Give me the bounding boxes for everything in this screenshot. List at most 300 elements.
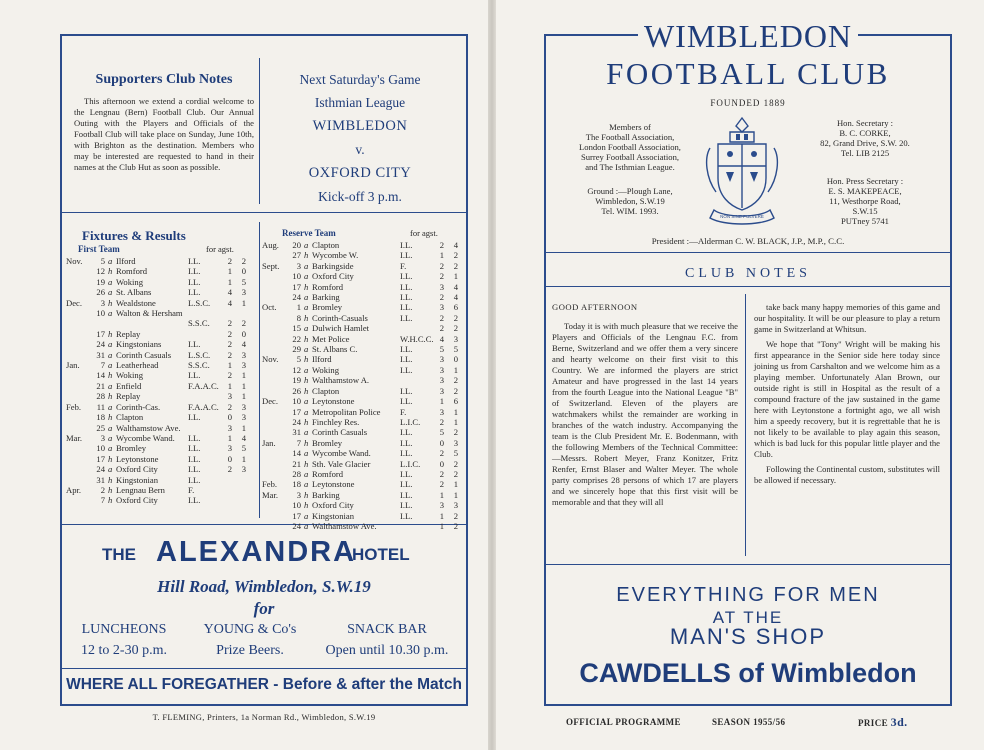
fixture-venue: a [304, 448, 309, 459]
fixture-opponent: Kingstonian [312, 510, 355, 521]
fixture-day: 10 [292, 396, 301, 407]
fixture-goals-against: 2 [453, 312, 458, 323]
fixture-row [262, 417, 458, 427]
fixture-goals-against: 1 [241, 380, 246, 391]
notes-paragraph: Following the Continental custom, substitutes will be allowed if necessary. [754, 464, 940, 485]
fixture-goals-against [232, 485, 246, 495]
fixture-venue: a [304, 344, 309, 355]
fixture-venue: h [108, 484, 113, 495]
fixture-month [66, 475, 90, 485]
fixture-goals-against: 1 [453, 489, 458, 500]
fixture-venue: a [108, 464, 113, 475]
fixture-venue: h [304, 354, 309, 365]
fixture-row [66, 277, 246, 287]
fixture-goals-against: 1 [241, 370, 246, 381]
fixture-opponent: Wycombe W. [312, 250, 359, 261]
fixture-row [66, 381, 246, 391]
fixture-day: 21 [96, 380, 105, 391]
fixture-opponent: Leytonstone [116, 453, 159, 464]
fixture-day: 14 [96, 370, 105, 381]
hon-secretary-line: B. C. CORKE, [839, 128, 891, 138]
fixture-competition: I.L. [400, 271, 413, 282]
fixture-venue: h [108, 453, 113, 464]
shop-ad-line4: CAWDELLS of Wimbledon [579, 658, 917, 688]
fixture-row [66, 298, 246, 308]
fixture-month [262, 386, 286, 396]
fixture-row [66, 370, 246, 380]
hotel-ad-beers [186, 622, 314, 664]
fixture-day [90, 318, 108, 328]
fixture-venue: a [304, 468, 309, 479]
fixture-row [262, 240, 458, 250]
divider [60, 668, 468, 669]
shop-ad-line2: AT THE [712, 608, 784, 627]
fixture-goals-for: 1 [439, 250, 444, 261]
fixture-goals-against: 1 [453, 271, 458, 282]
fixture-row [66, 495, 246, 505]
fixture-row [262, 448, 458, 458]
fixture-opponent: Leytonstone [312, 479, 355, 490]
luncheons-time: 12 to 2-30 p.m. [81, 643, 167, 658]
hotel-ad-name: ALEXANDRA [156, 536, 357, 568]
fixture-goals-for: 2 [439, 416, 444, 427]
fixture-competition: I.L. [400, 312, 413, 323]
supporters-club-title: Supporters Club Notes [95, 72, 233, 87]
fixture-day: 2 [100, 484, 105, 495]
fixture-opponent: Kingstonian [116, 474, 159, 485]
fixture-competition: I.L. [400, 510, 413, 521]
hotel-ad-the: THE [102, 545, 136, 564]
fixture-goals-for: 2 [439, 271, 444, 282]
fixture-goals-against: 2 [453, 385, 458, 396]
hon-press-secretary-line: 11, Westhorpe Road, [829, 196, 901, 206]
fixture-competition: F. [400, 260, 407, 271]
fixture-goals-against: 2 [453, 458, 458, 469]
fixture-competition [188, 391, 218, 401]
fixture-row [262, 521, 458, 531]
fixture-row [262, 261, 458, 271]
fixture-row [262, 271, 458, 281]
fixture-month [262, 282, 286, 292]
fixture-month: Dec. [66, 297, 82, 308]
fixture-competition: I.L. [188, 495, 201, 506]
fixture-row [66, 350, 246, 360]
fixture-day: 24 [96, 339, 105, 350]
fixture-opponent: Oxford City [116, 464, 158, 475]
ground-line: Tel. WIM. 1993. [601, 206, 659, 216]
fixture-day: 28 [292, 468, 301, 479]
fixture-opponent: Woking [312, 364, 339, 375]
fixture-row [262, 407, 458, 417]
first-team-for-agst: for agst. [206, 244, 234, 254]
fixture-day: 10 [96, 308, 105, 319]
divider [544, 252, 952, 253]
fixture-row [66, 391, 246, 401]
fixture-row [66, 360, 246, 370]
fixture-goals-against: 2 [453, 375, 458, 386]
fixture-goals-for: 2 [439, 323, 444, 334]
fixture-competition: F.A.A.C. [188, 401, 219, 412]
fixture-day: 19 [292, 375, 301, 386]
fixture-competition [400, 323, 430, 333]
fixture-goals-for: 2 [439, 240, 444, 250]
fixture-month [262, 511, 286, 521]
fixture-competition: I.L. [188, 443, 201, 454]
fixture-month [66, 339, 90, 349]
fixture-goals-for: 3 [439, 385, 444, 396]
fixture-month [262, 323, 286, 333]
hotel-ad-luncheons [60, 622, 188, 664]
fixture-competition: I.L. [188, 276, 201, 287]
fixture-day: 31 [292, 427, 301, 438]
fixture-goals-for [218, 485, 232, 495]
fixture-competition [400, 521, 430, 531]
fixture-goals-against [232, 475, 246, 485]
next-game-vs: v. [355, 142, 365, 157]
members-of [560, 122, 700, 172]
fixture-goals-for: 1 [439, 396, 444, 407]
fixture-goals-against: 3 [453, 500, 458, 511]
fixture-month [66, 350, 90, 360]
next-game-kickoff: Kick-off 3 p.m. [318, 189, 402, 204]
fixture-goals-against: 1 [241, 391, 246, 402]
fixture-day: 15 [292, 323, 301, 334]
fixture-month: Feb. [66, 401, 82, 412]
fixture-day: 26 [96, 287, 105, 298]
fixture-day: 19 [96, 276, 105, 287]
fixture-competition: L.S.C. [188, 349, 211, 360]
fixture-day: 7 [296, 437, 301, 448]
fixture-venue: a [108, 287, 113, 298]
members-line: Members of [609, 122, 651, 132]
fixture-month [262, 448, 286, 458]
fixture-opponent: Romford [312, 468, 344, 479]
snack-bar-time: Open until 10.30 p.m. [325, 643, 449, 658]
hotel-ad-snack-bar [308, 622, 466, 664]
fixture-goals-for: 3 [439, 406, 444, 417]
fixture-goals-against: 1 [453, 364, 458, 375]
fixture-month [262, 375, 286, 385]
fixture-month [262, 334, 286, 344]
fixture-competition: F. [188, 484, 195, 495]
first-team-table [66, 256, 246, 506]
fixture-opponent: Replay [116, 328, 141, 339]
footer-season: SEASON 1955/56 [712, 717, 786, 727]
fixture-venue: a [108, 401, 113, 412]
fixture-row [66, 485, 246, 495]
fixture-opponent: Leatherhead [116, 360, 159, 371]
fixture-goals-against: 1 [241, 422, 246, 433]
fixture-goals-against: 5 [241, 276, 246, 287]
fixture-venue: a [108, 308, 113, 319]
fixture-venue: h [304, 333, 309, 344]
fixture-opponent: Sth. Vale Glacier [312, 458, 371, 469]
fixture-opponent: Walton & Hersham [116, 308, 183, 319]
fixture-venue: a [304, 302, 309, 313]
fixture-goals-against: 4 [453, 240, 458, 250]
fixture-goals-for: 0 [227, 412, 232, 423]
fixture-goals-for: 3 [227, 391, 232, 402]
fixture-goals-for: 2 [227, 370, 232, 381]
fixture-venue: a [108, 432, 113, 443]
club-notes-left-column [552, 302, 738, 512]
fixture-goals-against: 3 [241, 360, 246, 371]
fixture-month [262, 469, 286, 479]
fixture-day: 8 [296, 312, 301, 323]
fixture-month [262, 521, 286, 531]
fixture-goals-for: 3 [439, 354, 444, 365]
fixture-row [66, 433, 246, 443]
fixture-venue: a [108, 443, 113, 454]
fixture-venue: h [108, 297, 113, 308]
fixture-goals-against: 4 [453, 281, 458, 292]
hon-press-secretary-line: S.W.15 [852, 206, 878, 216]
fixture-goals-for: 3 [439, 281, 444, 292]
fixture-venue: a [304, 240, 309, 250]
fixture-competition: I.L. [400, 281, 413, 292]
fixture-opponent: Walthamstow A. [312, 375, 370, 386]
fixture-row [262, 323, 458, 333]
fixture-venue: h [108, 474, 113, 485]
fixture-row [262, 386, 458, 396]
fixture-competition [400, 375, 430, 385]
fixture-venue: a [108, 276, 113, 287]
fixture-competition: I.L. [188, 432, 201, 443]
fixture-month [66, 454, 90, 464]
fixture-venue: a [304, 479, 309, 490]
fixture-venue [108, 318, 116, 328]
fixture-row [262, 365, 458, 375]
divider [60, 212, 468, 213]
fixture-opponent: Barking [312, 292, 340, 303]
fixture-opponent: Enfield [116, 380, 142, 391]
luncheons-label: LUNCHEONS [81, 622, 167, 637]
footer-price-label: PRICE [858, 718, 889, 728]
fixture-opponent: Clapton [116, 412, 144, 423]
fixture-row [66, 339, 246, 349]
fixture-row [262, 313, 458, 323]
fixture-day: 28 [96, 391, 105, 402]
fixture-goals-for: 1 [227, 360, 232, 371]
fixture-day: 3 [100, 432, 105, 443]
fixture-competition: I.L. [188, 474, 201, 485]
fixture-row [262, 344, 458, 354]
fixture-goals-against: 2 [453, 520, 458, 531]
divider [745, 294, 746, 556]
fixture-competition: I.L. [400, 240, 413, 250]
notes-paragraph: take back many happy memories of this game and our hospitality. It will be our pleasure to play a return game in Switzerland at Whitsun. [754, 302, 940, 334]
club-crest-icon [700, 114, 784, 226]
centre-fold [488, 0, 496, 750]
fixture-goals-against: 2 [453, 323, 458, 334]
fixture-goals-against: 4 [241, 432, 246, 443]
fixture-goals-against: 0 [241, 328, 246, 339]
fixture-day: 3 [296, 260, 301, 271]
fixture-row [66, 329, 246, 339]
fixture-venue: a [108, 339, 113, 350]
fixture-row [262, 500, 458, 510]
fixture-month [66, 381, 90, 391]
next-game-block [264, 72, 456, 212]
fixture-competition: I.L. [400, 250, 413, 261]
fixture-month [66, 277, 90, 287]
fixture-row [66, 266, 246, 276]
fixture-venue: h [108, 328, 113, 339]
fixture-day: 10 [292, 500, 301, 511]
fixture-opponent: Ilford [312, 354, 332, 365]
fixture-venue: a [108, 360, 113, 371]
fixture-day: 18 [96, 412, 105, 423]
fixture-competition: I.L. [400, 427, 413, 438]
fixture-goals-for: 0 [227, 453, 232, 464]
fixture-opponent: St. Albans C. [312, 344, 358, 355]
fixture-month [66, 287, 90, 297]
fixture-month [66, 495, 90, 505]
fixture-competition: S.S.C. [188, 360, 210, 371]
fixture-goals-for: 2 [227, 401, 232, 412]
fixture-day: 14 [292, 448, 301, 459]
fixture-goals-against: 6 [453, 396, 458, 407]
fixture-day: 11 [96, 401, 105, 412]
fixture-venue: a [304, 260, 309, 271]
fixture-row [66, 402, 246, 412]
fixture-row [66, 318, 246, 328]
fixture-competition: I.L. [188, 266, 201, 277]
president: President :—Alderman C. W. BLACK, J.P., M.P., C.C. [651, 236, 845, 246]
fixture-row [66, 475, 246, 485]
fixture-goals-for: 3 [227, 422, 232, 433]
fixture-competition: I.L. [188, 339, 201, 350]
fixture-day: 3 [296, 489, 301, 500]
fixture-day: 10 [292, 271, 301, 282]
fixture-month [66, 329, 90, 339]
shop-ad-line1: EVERYTHING FOR MEN [616, 584, 880, 606]
fixture-competition: I.L. [400, 479, 413, 490]
fixture-day: 12 [96, 266, 105, 277]
fixture-goals-for: 2 [439, 468, 444, 479]
fixture-competition: I.L. [400, 354, 413, 365]
fixture-goals-for: 3 [439, 375, 444, 386]
fixture-day: 17 [292, 510, 301, 521]
fixture-opponent: Corinth Casuals [116, 349, 172, 360]
fixture-row [262, 469, 458, 479]
fixture-opponent: Oxford City [312, 271, 354, 282]
fixture-competition: W.H.C.C. [400, 333, 434, 344]
fixture-opponent: Bromley [116, 443, 147, 454]
snack-bar-label: SNACK BAR [347, 622, 427, 637]
club-name-wimbledon: WIMBLEDON [638, 18, 858, 54]
fixture-goals-against: 2 [453, 468, 458, 479]
club-notes-title: CLUB NOTES [685, 266, 811, 281]
fixture-opponent: Romford [116, 266, 148, 277]
fixture-goals-against: 4 [453, 292, 458, 303]
fixture-row [262, 438, 458, 448]
fixture-day: 31 [96, 474, 105, 485]
fixture-month [262, 344, 286, 354]
fixture-opponent: Romford [312, 281, 344, 292]
divider [259, 222, 260, 518]
fixture-goals-for: 1 [439, 510, 444, 521]
fixture-goals-for: 4 [439, 333, 444, 344]
founded: FOUNDED 1889 [710, 98, 786, 108]
fixture-day: 29 [292, 344, 301, 355]
fixture-day: 12 [292, 364, 301, 375]
fixture-opponent: Clapton [312, 385, 340, 396]
footer-price-value: 3d. [890, 715, 908, 729]
fixture-goals-against: 3 [241, 349, 246, 360]
fixture-row [262, 479, 458, 489]
fixture-day: 21 [292, 458, 301, 469]
fixture-opponent: Clapton [312, 240, 340, 250]
ground-line: Wimbledon, S.W.19 [595, 196, 665, 206]
fixture-goals-against: 3 [453, 437, 458, 448]
fixture-month: Jan. [262, 437, 276, 448]
fixture-competition: I.L. [188, 287, 201, 298]
fixture-day: 24 [292, 520, 301, 531]
fixture-goals-for: 2 [439, 479, 444, 490]
fixture-opponent: Barkingside [312, 260, 354, 271]
fixture-opponent: Finchley Res. [312, 416, 360, 427]
crest-motto: NON SINE PULVERE [720, 214, 764, 219]
fixture-goals-against: 2 [241, 256, 246, 266]
shop-ad-line3: MAN'S SHOP [669, 624, 827, 649]
fixture-goals-for: 2 [439, 448, 444, 459]
fixture-venue: h [304, 500, 309, 511]
fixture-venue: h [304, 416, 309, 427]
fixture-month: Mar. [66, 432, 82, 443]
fixture-month: Jan. [66, 360, 80, 371]
fixture-month [262, 407, 286, 417]
fixture-day: 7 [100, 360, 105, 371]
fixture-row [66, 308, 246, 318]
fixture-month [66, 412, 90, 422]
fixture-month [66, 391, 90, 401]
fixture-goals-against [232, 308, 246, 318]
fixture-competition: I.L. [188, 412, 201, 423]
fixture-month: Sept. [262, 260, 280, 271]
fixture-opponent: Wycombe Wand. [116, 432, 175, 443]
ground-address [560, 186, 700, 216]
fixture-venue: a [304, 292, 309, 303]
fixture-goals-for: 1 [439, 520, 444, 531]
fixture-row [66, 256, 246, 266]
fixture-venue: h [304, 281, 309, 292]
fixture-goals-for [218, 495, 232, 505]
fixture-goals-for: 3 [439, 364, 444, 375]
fixture-competition: I.L. [400, 396, 413, 407]
fixture-venue: a [304, 427, 309, 438]
fixture-opponent: Walthamstow Ave. [312, 520, 377, 531]
fixture-day: 24 [292, 416, 301, 427]
fixture-row [262, 490, 458, 500]
fixture-goals-against: 1 [453, 406, 458, 417]
fixture-day: 17 [96, 453, 105, 464]
fixture-month [262, 250, 286, 260]
fixture-venue: h [108, 370, 113, 381]
fixture-opponent: Barking [312, 489, 340, 500]
fixture-competition: L.I.C. [400, 458, 421, 469]
fixture-opponent: St. Albans [116, 287, 152, 298]
reserve-team-label: Reserve Team [282, 228, 336, 238]
fixture-opponent: Met Police [312, 333, 350, 344]
fixture-goals-for: 3 [439, 500, 444, 511]
fixture-opponent: Walthamstow Ave. [116, 422, 181, 433]
fixture-goals-against: 3 [241, 412, 246, 423]
hon-press-secretary-line: E. S. MAKEPEACE, [828, 186, 902, 196]
fixture-venue: a [304, 364, 309, 375]
footer-official: OFFICIAL PROGRAMME [566, 717, 681, 727]
fixture-month [66, 266, 90, 276]
